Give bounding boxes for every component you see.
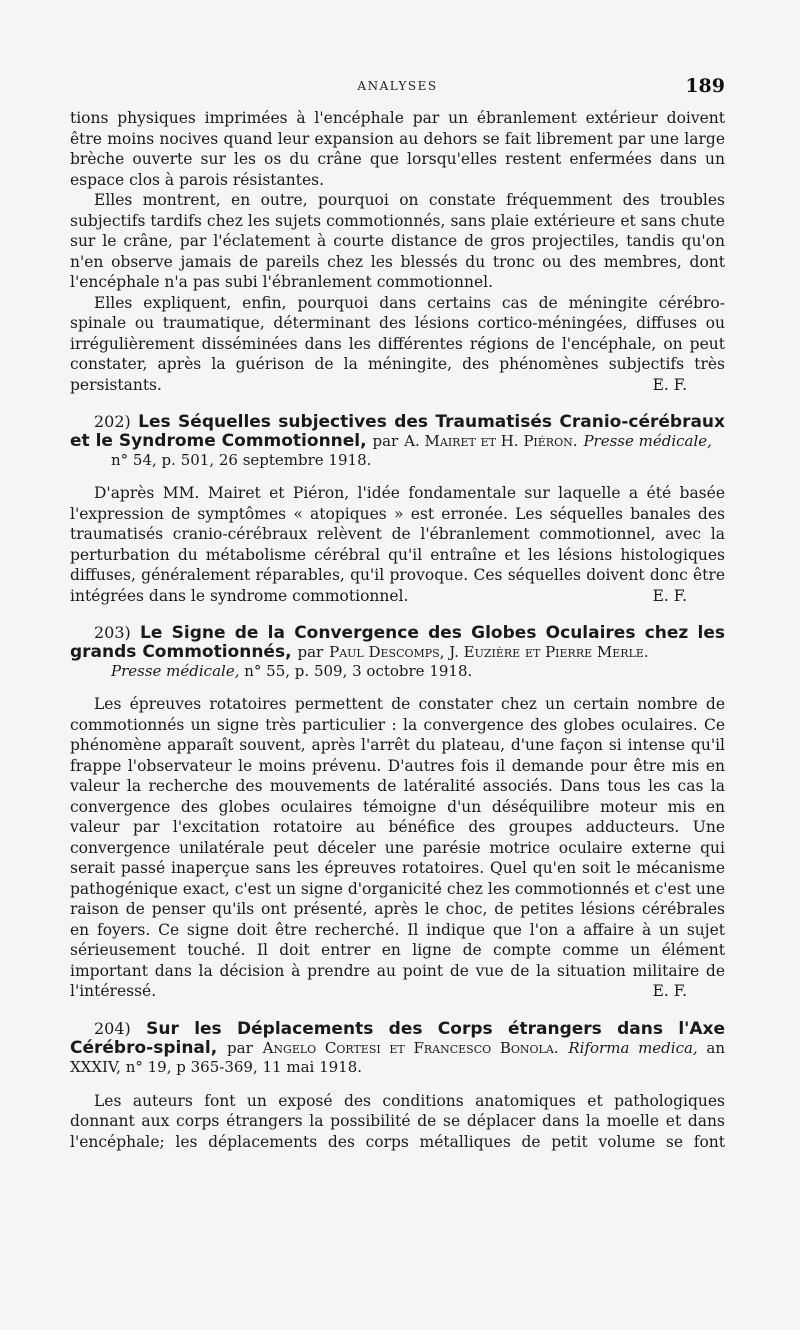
entry-authors: A. Mairet et H. Piéron. — [404, 432, 578, 450]
entry-body-text: Les épreuves rotatoires permettent de constater chez un certain nombre de commotionnés un signe très particulier : la convergence des globes oculaires. Ce phénomène apparaît souvent, après l'arrêt du plateau, d'une façon si intense qu'il frappe l'observateur le moins prévenu. D'autres fois il demande pour être mis en valeur la recherche des mouvements de latéralité associés. Dans tous les cas la convergence des globes oculaires témoigne d'un déséquilibre moteur mis en valeur par l'excitation rotatoire au bénéfice des groupes adducteurs. Une convergence unilatérale peut déceler une parésie motrice oculaire externe qui serait passé inaperçue sans les épreuves rotatoires. Quel qu'en soit le mécanisme pathogénique exact, c'est un signe d'organicité chez les commotionnés et c'est une raison de penser qu'ils ont présenté, après le choc, de petites lésions cérébrales en foyers. Ce signe doit être recherché. Il indique que l'on a affaire à un sujet sérieusement touché. Il doit entrer en ligne de compte comme un élément important dans la décision à prendre au point de vue de la situation militaire de l'intéressé. — [70, 695, 725, 1000]
page-number: 189 — [685, 75, 725, 97]
entry-source — [87, 662, 725, 680]
entry-citation: n° 55, p. 509, 3 octobre 1918. — [244, 662, 473, 680]
entry-heading — [70, 1019, 725, 1077]
entry-number: 202) — [94, 412, 131, 431]
entry-204 — [70, 1019, 725, 1153]
paragraph: Elles montrent, en outre, pourquoi on constate fréquemment des troubles subjectifs tardifs chez les sujets commotionnés, sans plaie extérieure et sans chute sur le crâne, par l'éclatement à courte distance de gros projectiles, tandis qu'on n'en observe jamais de pareils chez les blessés du tronc ou des membres, dont l'encéphale n'a pas subi l'ébranlement commotionnel. — [70, 191, 725, 291]
entry-heading — [70, 412, 725, 469]
entry-title — [70, 623, 725, 662]
entry-body — [70, 694, 725, 1002]
entry-title-text: Les Séquelles subjectives des Traumatisés Cranio-cérébraux et le Syndrome Commotionnel, — [70, 412, 725, 451]
signature: E. F. — [652, 375, 687, 394]
paragraph-text: Elles expliquent, enfin, pourquoi dans certains cas de méningite cérébro-spinale ou traumatique, déterminant des lésions cortico-méningées, diffuses ou irrégulièrement disséminées dans les différentes régions de l'encéphale, on peut constater, après la guérison de la méningite, des phénomènes subjectifs très persistants. — [70, 293, 725, 394]
page-header — [70, 75, 725, 99]
running-title: ANALYSES — [357, 79, 438, 93]
entry-number: 203) — [94, 623, 131, 642]
page-content — [70, 108, 725, 1152]
entry-citation: an XXXIV, n° 19, p 365-369, 11 mai 1918. — [70, 1038, 725, 1076]
entry-202 — [70, 412, 725, 606]
entry-authors: Paul Descomps, J. Euzière et Pierre Merle. — [329, 643, 649, 661]
entry-journal: Presse médicale, — [111, 662, 240, 680]
entry-body — [70, 483, 725, 606]
entry-citation: n° 54, p. 501, 26 septembre 1918. — [111, 451, 372, 469]
entry-title — [70, 412, 725, 451]
entry-body-text: D'après MM. Mairet et Piéron, l'idée fondamentale sur laquelle a été basée l'expression de symptômes « atopiques » est erronée. Les séquelles banales des traumatisés cranio-cérébraux relèvent de l'ébranlement commotionnel, avec la perturbation du métabolisme cérébral qu'il entraîne et les lésions histologiques diffuses, généralement réparables, qu'il provoque. Ces séquelles doivent donc être intégrées dans le syndrome commotionnel. — [70, 484, 725, 605]
entry-title-text: Sur les Déplacements des Corps étrangers dans l'Axe Cérébro-spinal, — [70, 1018, 725, 1058]
signature: E. F. — [652, 586, 687, 605]
paragraph: tions physiques imprimées à l'encéphale par un ébranlement extérieur doivent être moins nocives quand leur expansion au dehors se fait librement par une large brèche ouverte sur les os du crâne que lorsqu'elles restent enfermées dans un espace clos à parois résistantes. — [70, 109, 725, 189]
entry-title — [70, 1019, 725, 1077]
entry-journal: Presse médicale, — [583, 432, 712, 450]
entry-203 — [70, 623, 725, 1002]
paragraph — [70, 293, 725, 396]
entry-by: par — [227, 1038, 253, 1057]
entry-journal: Riforma medica, — [568, 1038, 698, 1057]
entry-by: par — [297, 643, 324, 661]
entry-title-text: Le Signe de la Convergence des Globes Oculaires chez les grands Commotionnés, — [70, 623, 726, 662]
signature: E. F. — [652, 982, 687, 1000]
entry-number: 204) — [94, 1018, 131, 1038]
entry-heading — [70, 623, 725, 680]
entry-body: Les auteurs font un exposé des conditions anatomiques et pathologiques donnant aux corps étrangers la possibilité de se déplacer dans la moelle et dans l'encéphale; les déplacements des corps métalliques de petit volume se font — [70, 1091, 725, 1151]
entry-authors: Angelo Cortesi et Francesco Bonola. — [262, 1038, 559, 1057]
entry-by: par — [372, 432, 399, 450]
